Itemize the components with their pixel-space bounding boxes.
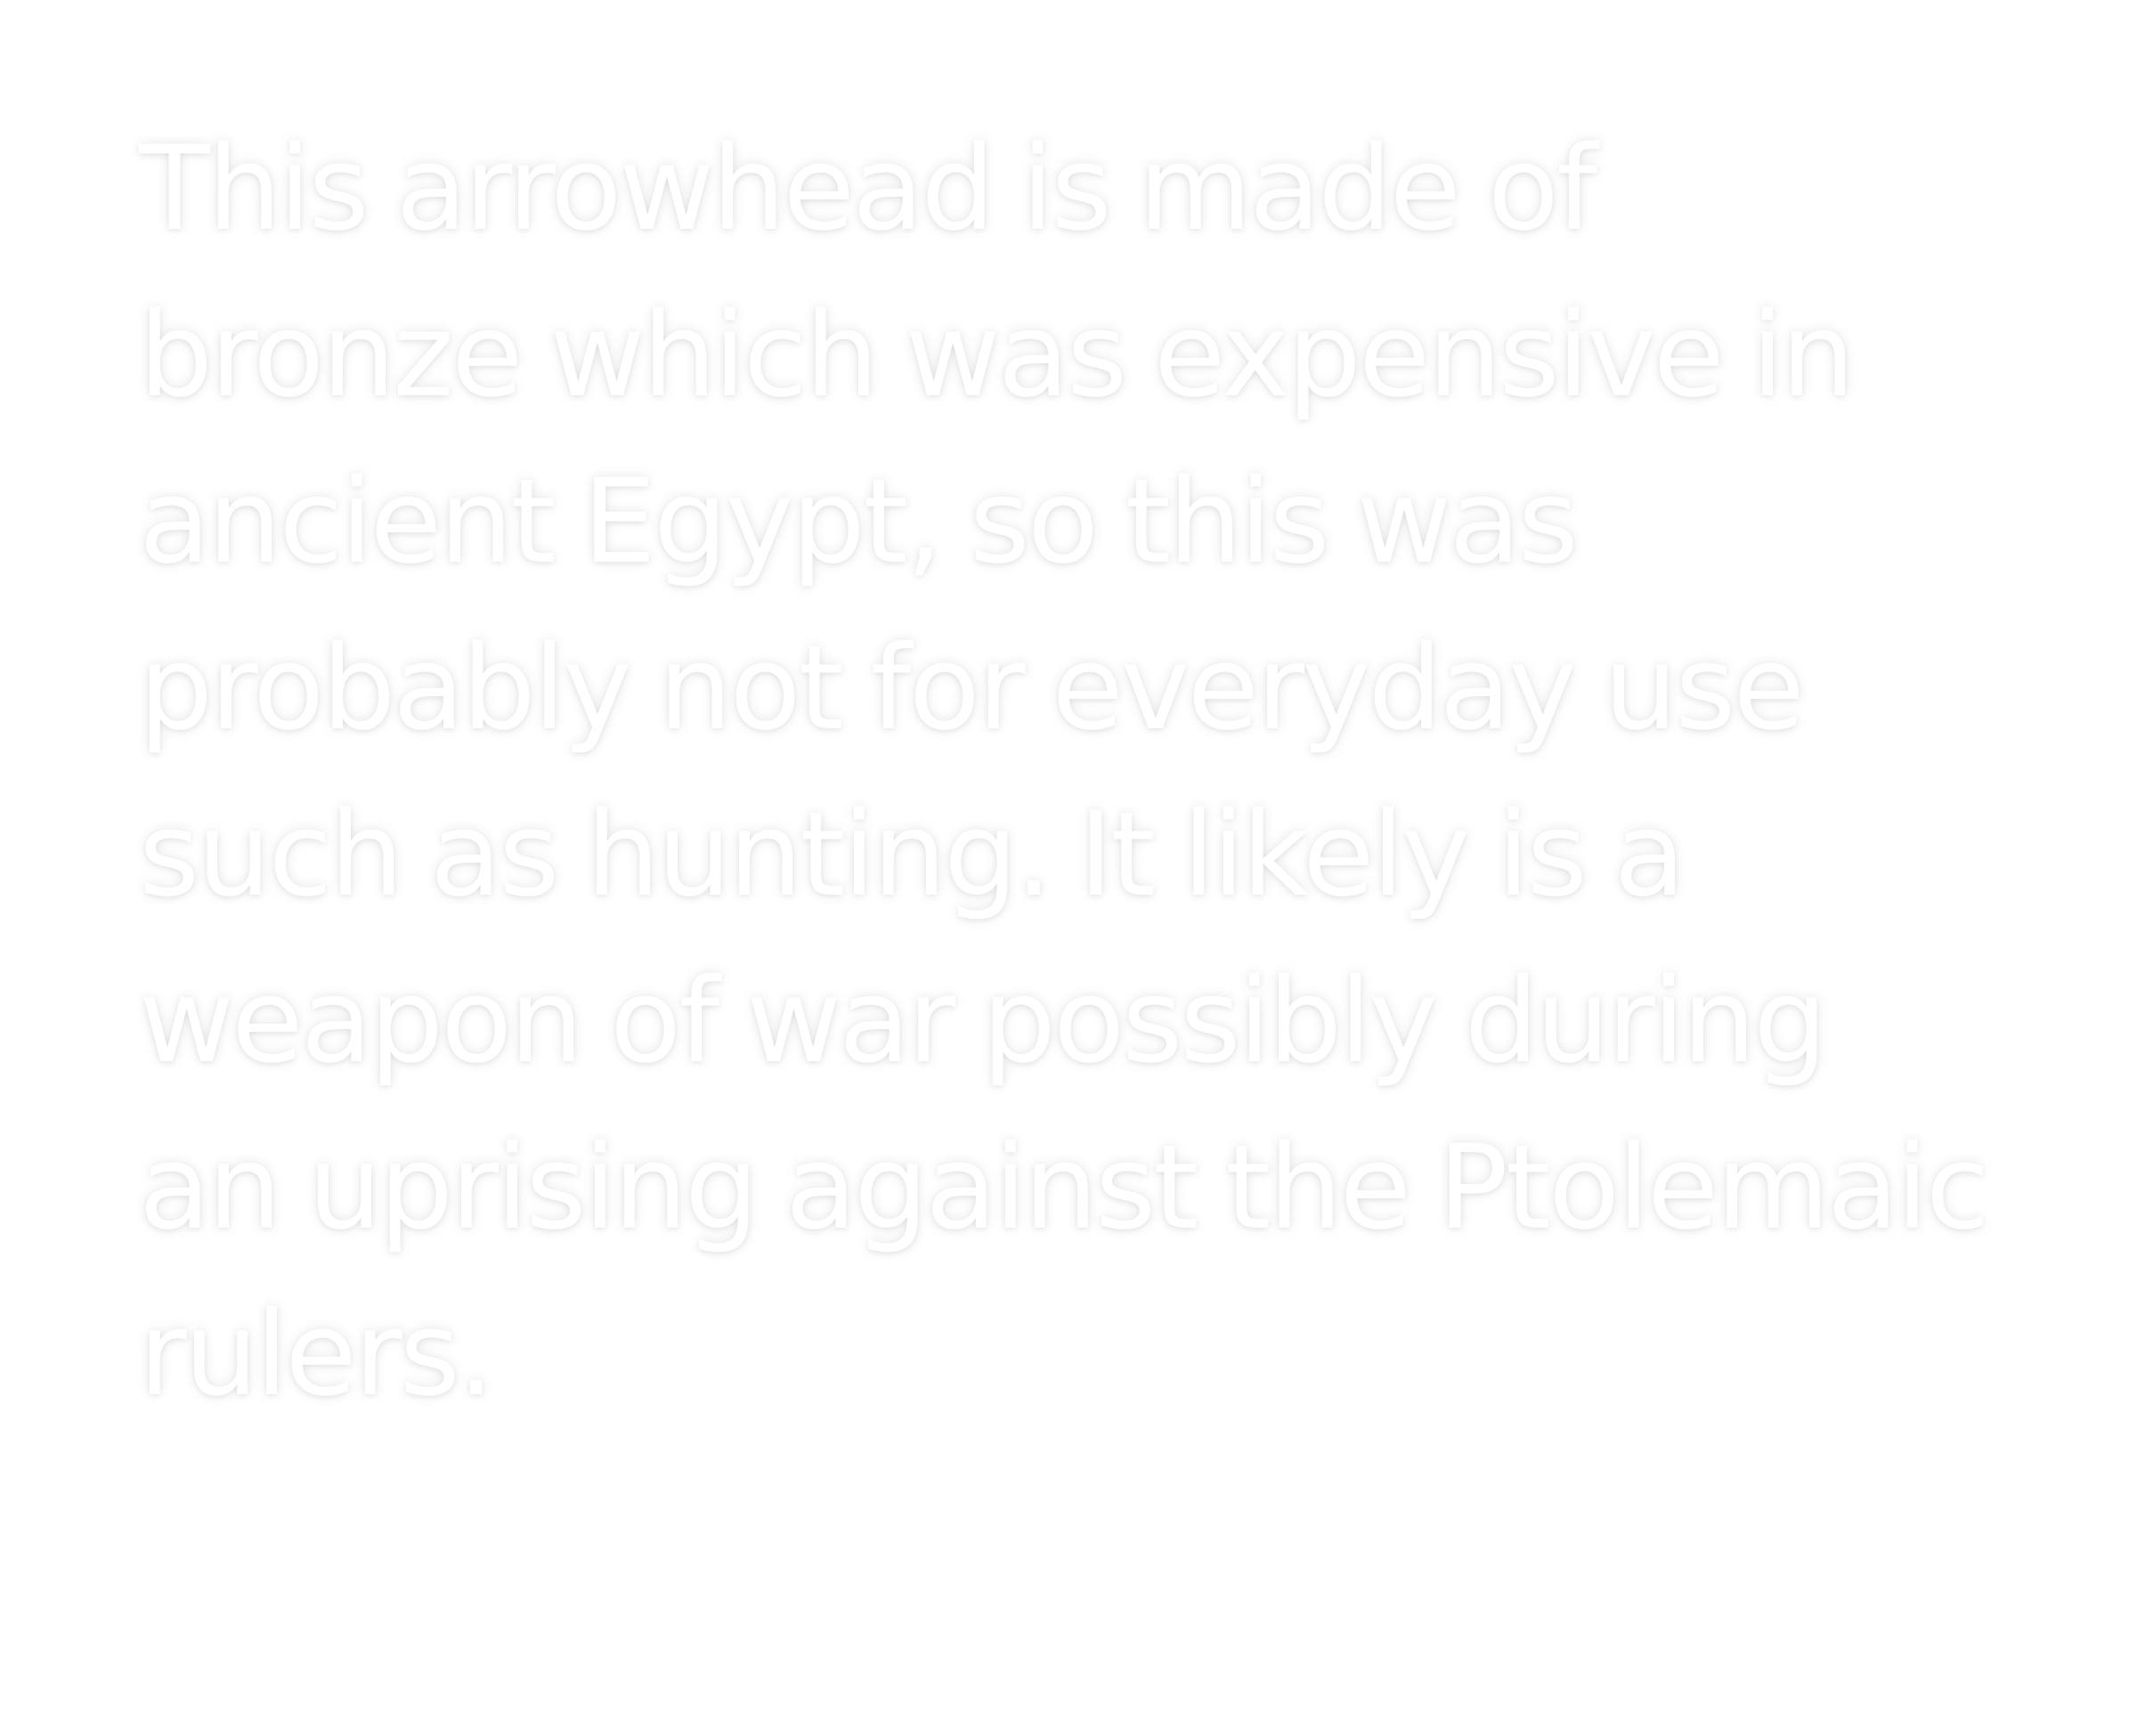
caption-line: bronze which was expensive in <box>139 287 1853 423</box>
caption-line: probably not for everyday use <box>139 620 1802 756</box>
caption-text <box>139 105 2053 1437</box>
caption-line: ancient Egypt, so this was <box>139 453 1576 589</box>
caption-line: an uprising against the Ptolemaic <box>139 1119 1987 1255</box>
caption-line: weapon of war possibly during <box>139 953 1825 1089</box>
caption-line: rulers. <box>139 1286 492 1422</box>
caption-line: This arrowhead is made of <box>139 120 1595 256</box>
caption-line: such as hunting. It likely is a <box>139 786 1683 922</box>
